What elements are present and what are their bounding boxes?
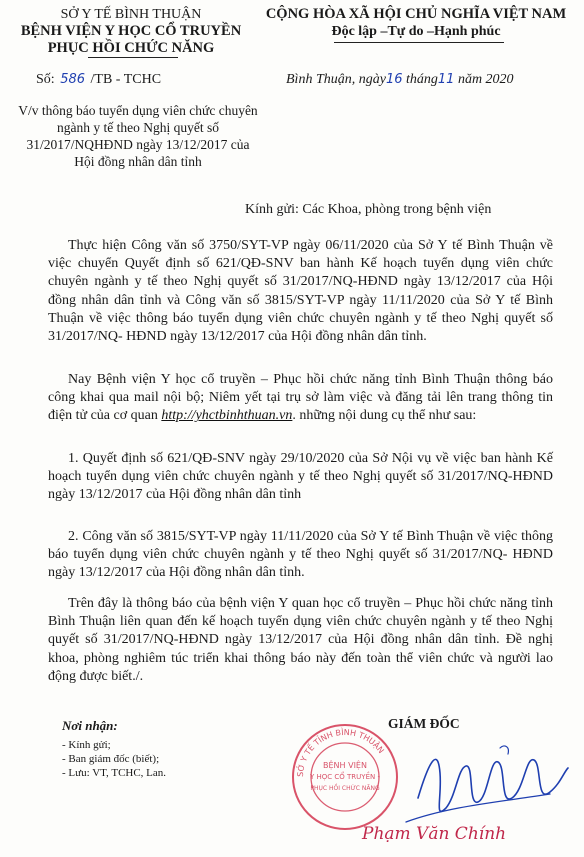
website-link[interactable]: http://yhctbinhthuan.vn [161, 408, 293, 424]
date-month: 11 [437, 72, 455, 87]
recipients-label: Nơi nhận: [62, 718, 118, 733]
motto-underline [334, 42, 504, 43]
recipient-item: - Kính gửi; [62, 739, 111, 751]
recipients-list [62, 738, 166, 780]
issuer-hospital-name-line2: PHỤC HỒI CHỨC NĂNG [47, 40, 215, 56]
document-subject: V/v thông báo tuyển dụng viên chức chuyên ngành y tế theo Nghị quyết số 31/2017/NQHĐND ngày 13/12/2017 của Hội đồng nhân dân tỉnh [18, 103, 258, 169]
date-day: 16 [385, 72, 403, 87]
issuer-underline [88, 57, 178, 58]
country-name: CỘNG HÒA XÃ HỘI CHỦ NGHĨA VIỆT NAM [265, 6, 567, 22]
document-number [36, 72, 161, 88]
signer-title: GIÁM ĐỐC [388, 716, 460, 731]
issuer-block [0, 6, 262, 57]
body-paragraph-1: Thực hiện Công văn số 3750/SYT-VP ngày 06/11/2020 của Sở Y tế Bình Thuận về việc chuyển Quyết định số 621/QĐ-SNV ban hành Kế hoạch tuyển dụng viên chức chuyên ngành y tế theo Nghị quyết số 31/2017/NQ-HĐND ngày 13/12/2017 của Hội đồng nhân dân tỉnh và Công văn số 3815/SYT-VP ngày 11/11/2020 của Sở Y tế Bình Thuận về việc thông báo tuyển dụng viên chức chuyên ngành y tế theo Nghị quyết số 31/2017/NQ- HĐND ngày 13/12/2017 của Hội đồng nhân dân tỉnh. [48, 238, 553, 345]
national-motto-block [248, 6, 584, 40]
recipient-item: - Lưu: VT, TCHC, Lan. [62, 767, 167, 779]
date-month-label: tháng [406, 72, 438, 87]
body-item-2: 2. Công văn số 3815/SYT-VP ngày 11/11/2020 của Sở Y tế Bình Thuận về việc thông báo tuyển dụng viên chức chuyên ngành y tế theo Nghị quyết số 31/2017/NQ- HĐND ngày 13/12/2017 của Hội đồng nhân dân tỉnh. [48, 529, 553, 581]
issuer-hospital-name: BỆNH VIỆN Y HỌC CỔ TRUYỀN [20, 23, 242, 39]
doc-number-suffix: /TB - TCHC [90, 72, 162, 87]
official-seal-stamp [290, 722, 400, 832]
issuer-department: SỞ Y TẾ BÌNH THUẬN [60, 7, 202, 22]
recipient-item: - Ban giám đốc (biết); [62, 753, 160, 765]
svg-text:Y HỌC CỔ TRUYỀN -: Y HỌC CỔ TRUYỀN - [310, 773, 380, 781]
svg-text:PHỤC HỒI CHỨC NĂNG: PHỤC HỒI CHỨC NĂNG [310, 785, 380, 792]
doc-number-prefix: Số: [36, 72, 55, 87]
body-paragraph-2: Nay Bệnh viện Y học cổ truyền – Phục hồi chức năng tỉnh Bình Thuận thông báo công khai qua mail nội bộ; Niêm yết tại trụ sở làm việc và đăng tải lên trang thông tin điện tử của cơ quan http://yhctbinhthuan.vn. những nội dung cụ thể như sau: [48, 372, 553, 424]
document-date [286, 72, 514, 88]
date-place: Bình Thuận, ngày [286, 72, 386, 87]
recipient-line: Kính gửi: Các Khoa, phòng trong bệnh viện [245, 202, 492, 217]
body-paragraph-closing: Trên đây là thông báo của bệnh viện Y quan học cổ truyền – Phục hồi chức năng tỉnh Bình Thuận liên quan đến kế hoạch tuyển dụng viên chức chuyên ngành y tế theo Nghị quyết số 31/2017/NQ-HĐND ngày 13/12/2017 của Hội đồng nhân dân tỉnh. Đề nghị khoa, phòng nghiêm túc triển khai thông báo này đến toàn thể viên chức và người lao động được biết./. [48, 596, 553, 684]
body-item-1: 1. Quyết định số 621/QĐ-SNV ngày 29/10/2020 của Sở Nội vụ về việc ban hành Kế hoạch tuyển dụng viên chức chuyên ngành y tế theo Nghị quyết số 31/2017/NQ-HĐND ngày 13/12/2017 của Hội đồng nhân dân tỉnh [48, 451, 553, 503]
handwritten-signature [400, 728, 570, 838]
svg-text:SỞ Y TẾ TỈNH BÌNH THUẬN: SỞ Y TẾ TỈNH BÌNH THUẬN [295, 727, 386, 778]
date-year: năm 2020 [457, 72, 514, 87]
signer-name: Phạm Văn Chính [362, 824, 507, 844]
national-motto: Độc lập –Tự do –Hạnh phúc [331, 24, 501, 39]
svg-text:BỆNH VIỆN: BỆNH VIỆN [323, 761, 367, 770]
doc-number-handwritten: 586 [60, 72, 86, 87]
